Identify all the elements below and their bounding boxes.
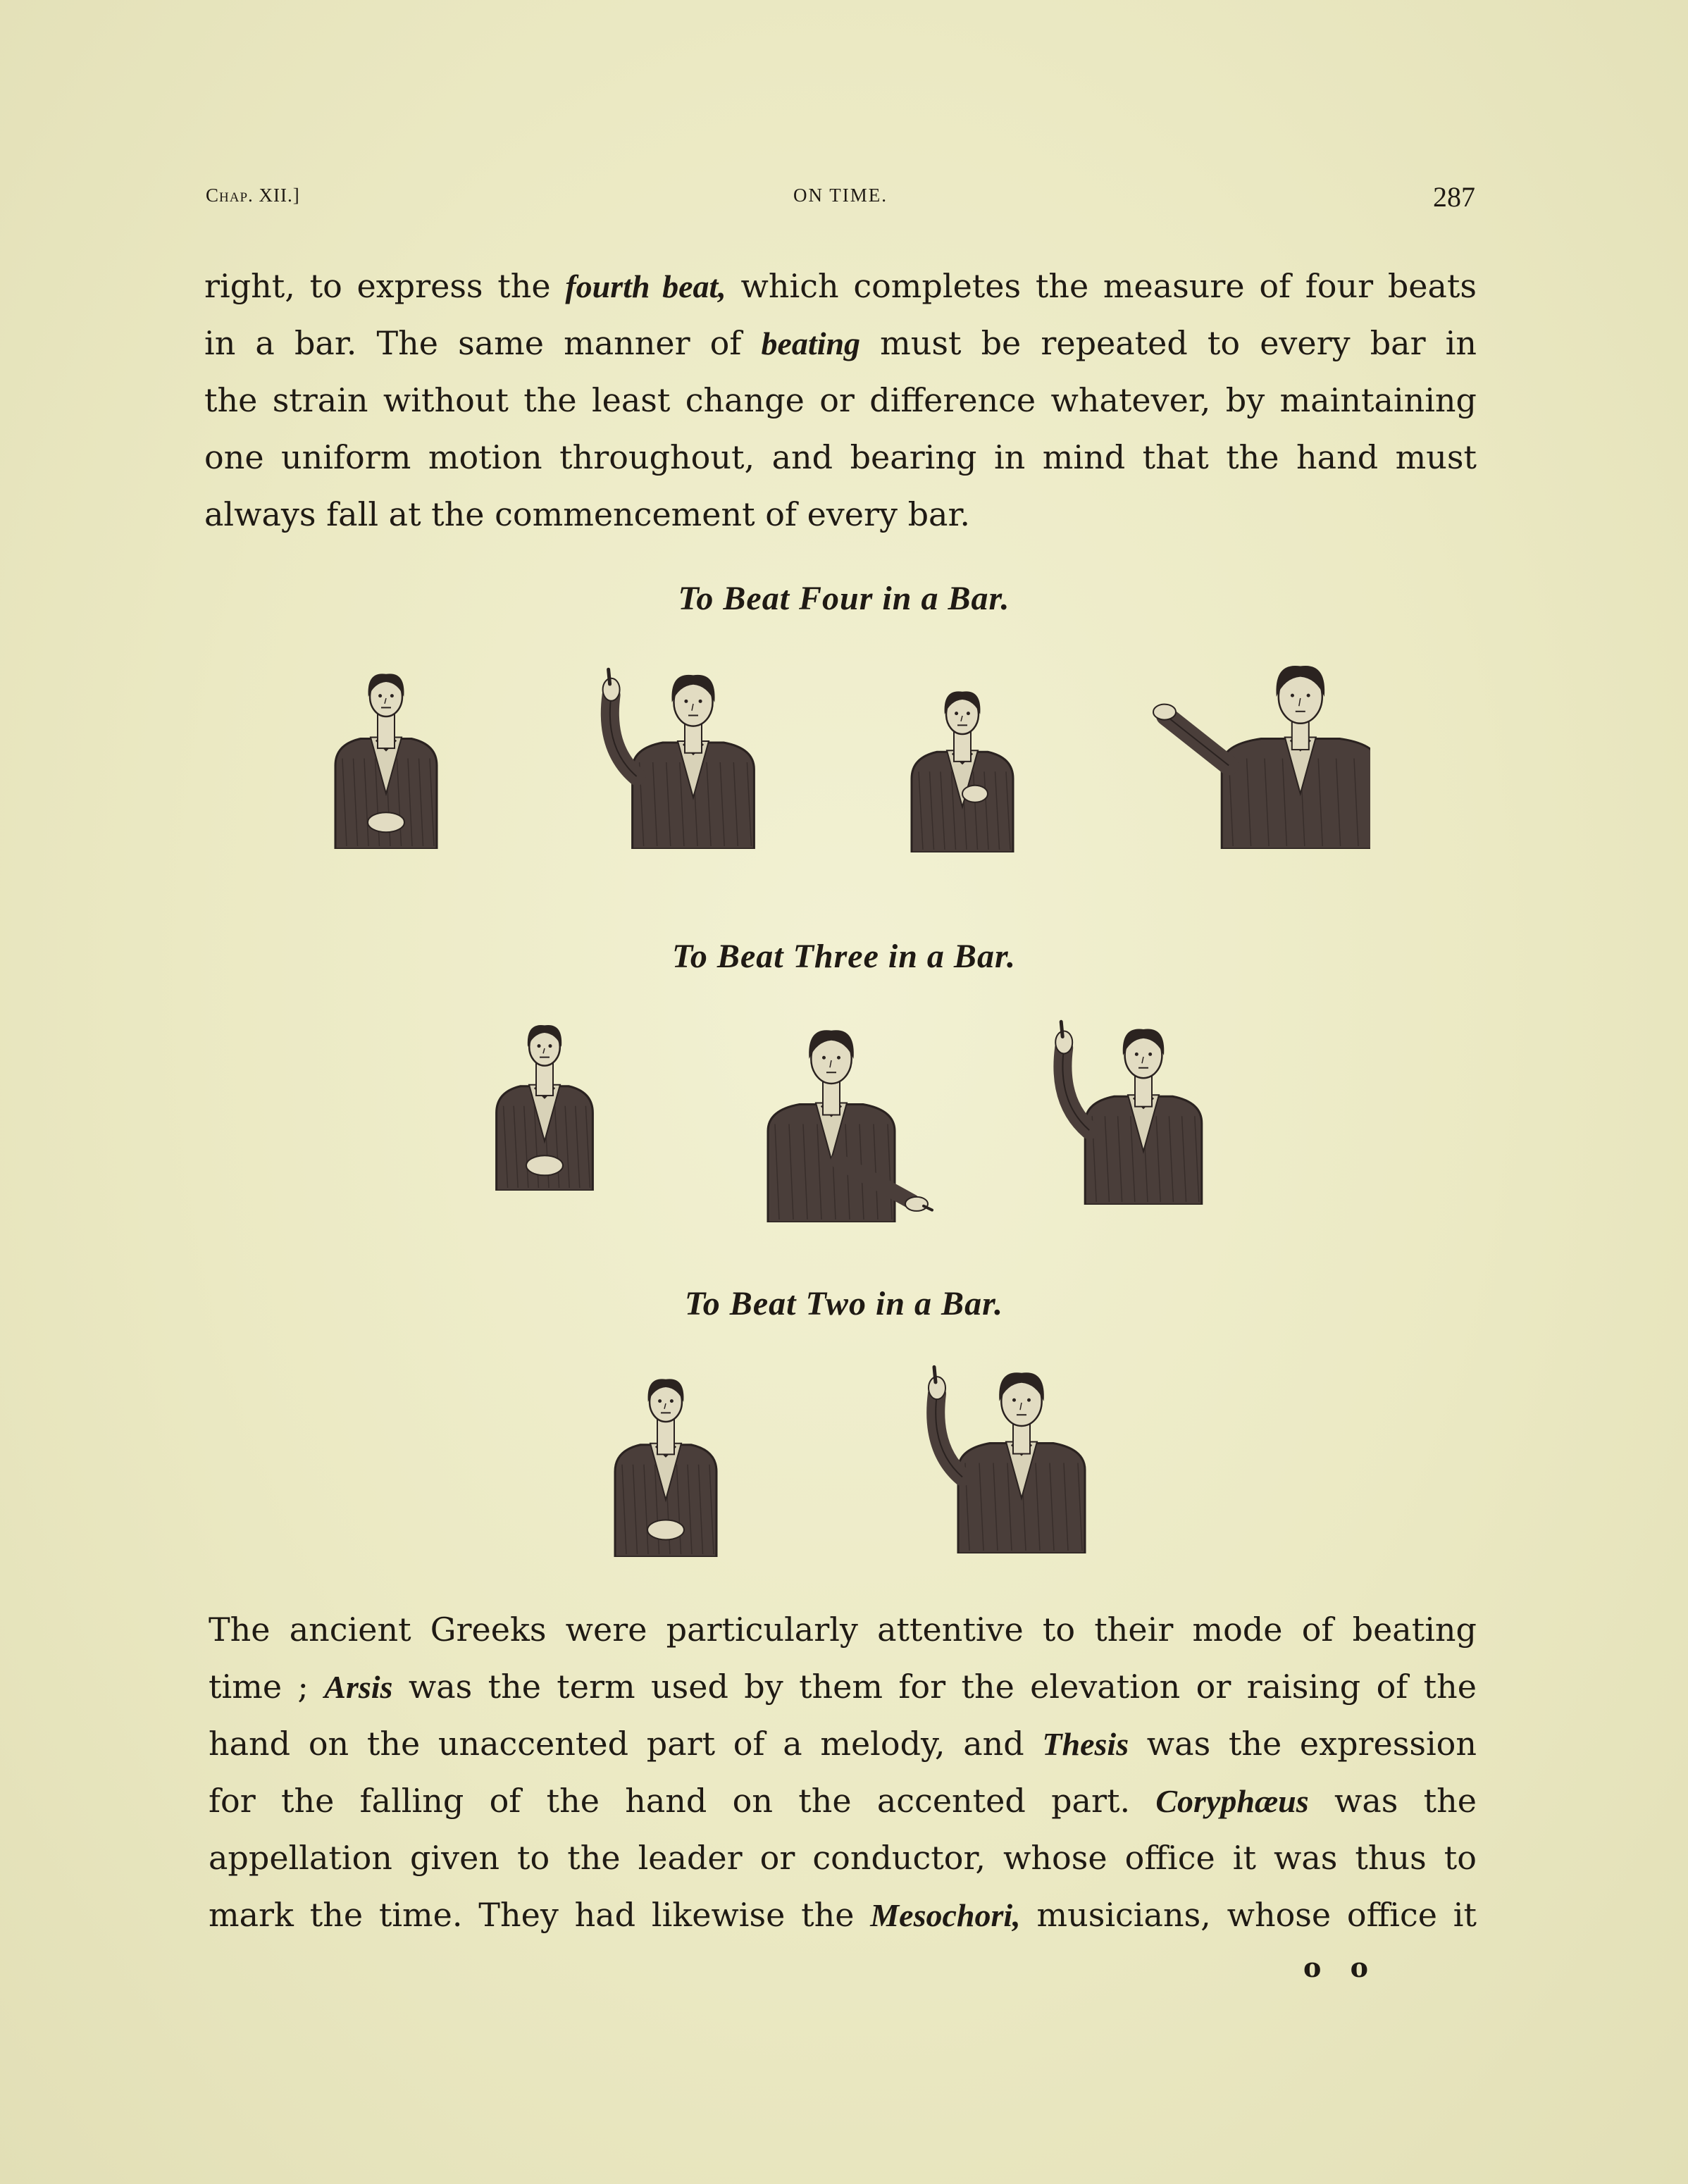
figure-beat-two-2: [916, 1363, 1092, 1553]
text-line: time ; Arsis was the term used by them for the elevation or raising of the: [209, 1668, 1477, 1706]
text-line: for the falling of the hand on the accented part. Coryphæus was the: [209, 1782, 1477, 1820]
engraved-figure-icon: [478, 1011, 612, 1191]
signature-mark: o o: [1303, 1952, 1378, 1983]
engraved-figure-icon: [916, 1363, 1092, 1553]
text-line: mark the time. They had likewise the Mesochori, musicians, whose office it: [209, 1896, 1477, 1934]
text-line: one uniform motion throughout, and bearing in mind that the hand must: [204, 438, 1477, 476]
figure-beat-three-3: [1046, 1018, 1208, 1205]
engraved-figure-icon: [316, 659, 457, 849]
figure-beat-four-4: [1152, 659, 1370, 849]
text-line: appellation given to the leader or conductor, whose office it was thus to: [209, 1839, 1477, 1877]
caption-beat-four: To Beat Four in a Bar.: [678, 580, 1010, 617]
text-line: hand on the unaccented part of a melody, and Thesis was the expression: [209, 1725, 1477, 1763]
chapter-label: Chap. XII.]: [206, 185, 300, 206]
figure-beat-three-2: [757, 1018, 933, 1222]
text-line: always fall at the commencement of every bar.: [204, 495, 971, 533]
text-line: The ancient Greeks were particularly attentive to their mode of beating: [209, 1611, 1477, 1649]
running-head: [206, 181, 1475, 217]
figure-beat-four-2: [592, 666, 761, 849]
paragraph-bottom: [209, 1601, 1477, 1944]
figure-beat-four-3: [892, 680, 1033, 852]
engraved-figure-icon: [757, 1018, 933, 1222]
text-line: right, to express the fourth beat, which completes the measure of four beats: [204, 267, 1477, 305]
paragraph-top: [204, 258, 1477, 543]
engraved-figure-icon: [892, 680, 1033, 852]
page-number: 287: [1433, 181, 1475, 213]
text-line: in a bar. The same manner of beating must be repeated to every bar in: [204, 324, 1477, 362]
figure-beat-three-1: [478, 1011, 612, 1191]
figure-beat-four-1: [316, 659, 457, 849]
text-line: the strain without the least change or difference whatever, by maintaining: [204, 381, 1477, 419]
engraved-figure-icon: [595, 1363, 736, 1557]
running-title: ON TIME.: [793, 185, 888, 206]
engraved-figure-icon: [592, 666, 761, 849]
figure-beat-two-1: [595, 1363, 736, 1557]
caption-beat-two: To Beat Two in a Bar.: [684, 1285, 1004, 1322]
engraved-figure-icon: [1152, 659, 1370, 849]
caption-beat-three: To Beat Three in a Bar.: [672, 938, 1016, 975]
engraved-figure-icon: [1046, 1018, 1208, 1205]
